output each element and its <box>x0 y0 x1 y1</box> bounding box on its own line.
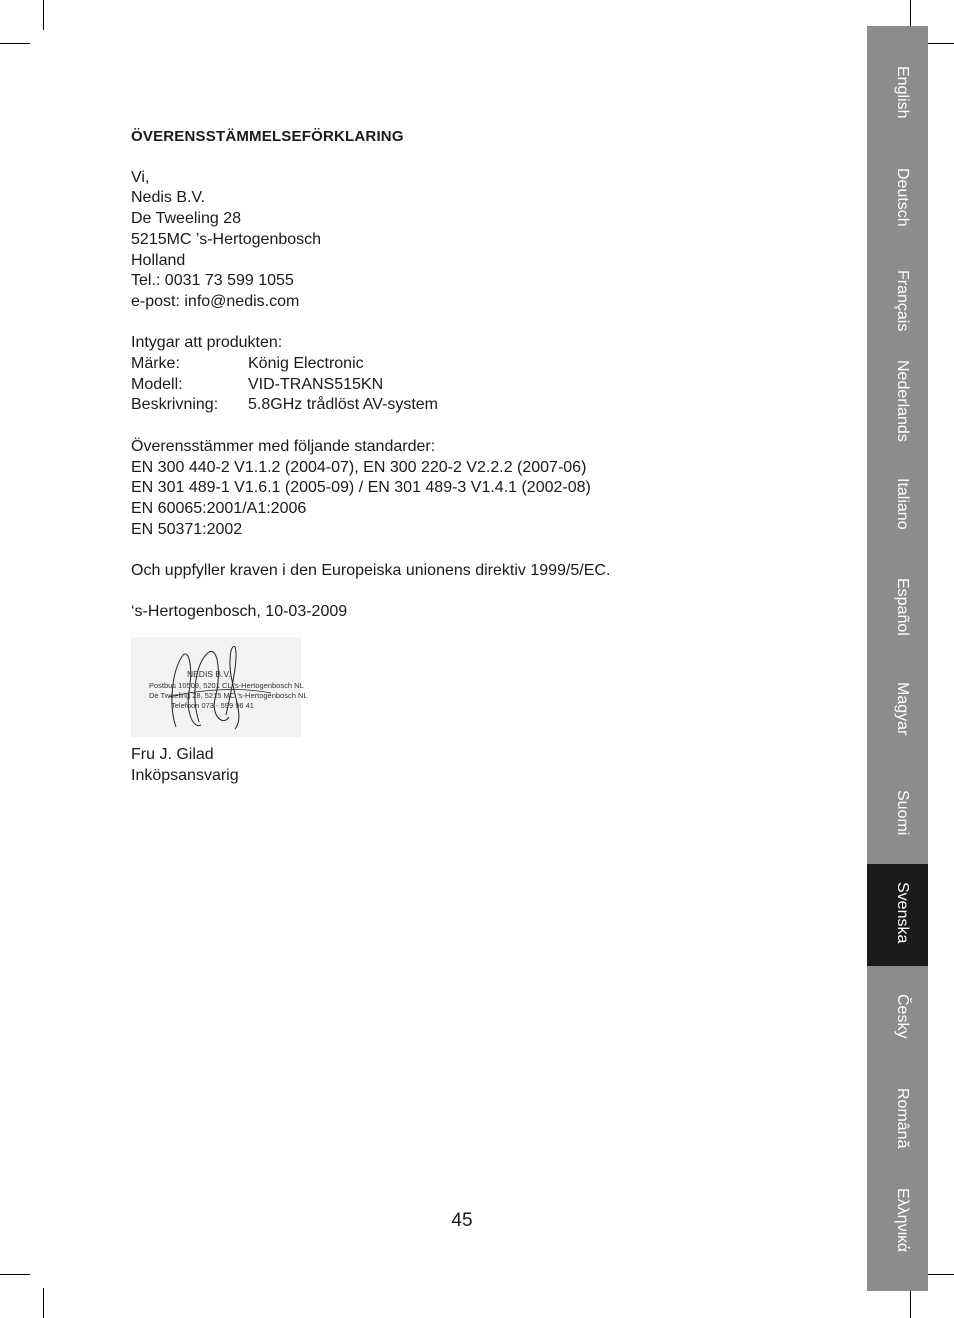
address-line: Holland <box>131 251 186 269</box>
crop-mark <box>924 43 954 44</box>
language-tab-magyar[interactable] <box>867 642 928 744</box>
signatory-title: Inköpsansvarig <box>131 766 239 784</box>
address-line: De Tweeling 28 <box>131 210 241 228</box>
spec-value: König Electronic <box>248 355 364 372</box>
standards-list <box>131 437 831 541</box>
crop-mark <box>0 43 30 44</box>
language-tab-label: Svenska <box>894 882 911 944</box>
crop-mark <box>924 1274 954 1275</box>
stamp-line: Postbus 10509, 5201 CL ’s-Hertogenbosch NL <box>149 681 304 691</box>
language-tab-nederlands[interactable] <box>867 320 928 442</box>
language-tab-label: Magyar <box>894 682 911 736</box>
document-heading: ÖVERENSSTÄMMELSEFÖRKLARING <box>131 128 404 145</box>
language-tab-label: Italiano <box>894 478 911 530</box>
language-tab-label: Česky <box>894 994 911 1039</box>
language-tab-label: Ελληνικά <box>894 1188 911 1253</box>
language-tab-label: Français <box>894 270 911 332</box>
place-date: ‘s-Hertogenbosch, 10-03-2009 <box>131 603 348 621</box>
company-address <box>131 168 831 313</box>
spec-label: Modell: <box>131 375 183 393</box>
product-specs <box>131 333 831 416</box>
language-tab-cesky[interactable] <box>867 954 928 1056</box>
language-tab-ellinika[interactable] <box>867 1148 928 1253</box>
address-line: Tel.: 0031 73 599 1055 <box>131 272 294 290</box>
spec-row <box>131 395 831 416</box>
standard-item: EN 60065:2001/A1:2006 <box>131 499 307 517</box>
spec-row <box>131 354 831 375</box>
language-tab-label: Nederlands <box>894 360 911 442</box>
language-tab-label: English <box>894 66 911 119</box>
address-line: 5215MC ’s-Hertogenbosch <box>131 230 322 248</box>
declaration-document <box>131 127 831 787</box>
spec-label: Beskrivning: <box>131 396 219 414</box>
spec-label: Märke: <box>131 355 180 372</box>
language-tab-label: Español <box>894 578 911 636</box>
stamp-line: Telefoon 073 - 599 96 41 <box>171 701 254 711</box>
standards-intro: Överensstämmer med följande standarder: <box>131 437 436 455</box>
address-line: Vi, <box>131 168 150 186</box>
standard-item: EN 300 440-2 V1.1.2 (2004-07), EN 300 220-2 V2.2.2 (2007-06) <box>131 458 587 476</box>
language-tab-label: Deutsch <box>894 168 911 227</box>
address-line: e-post: info@nedis.com <box>131 292 300 310</box>
standard-item: EN 301 489-1 V1.6.1 (2005-09) / EN 301 489-3 V1.4.1 (2002-08) <box>131 479 591 497</box>
language-tab-svenska[interactable] <box>867 864 928 966</box>
spec-value: VID-TRANS515KN <box>248 375 384 393</box>
language-tab-deutsch[interactable] <box>867 128 928 230</box>
signatory-name: Fru J. Gilad <box>131 746 214 764</box>
standard-item: EN 50371:2002 <box>131 520 243 538</box>
language-tab-italiano[interactable] <box>867 438 928 540</box>
page-number: 45 <box>451 1210 473 1231</box>
crop-mark <box>910 1288 911 1318</box>
address-line: Nedis B.V. <box>131 189 206 207</box>
language-tab-espanol[interactable] <box>867 538 928 640</box>
crop-mark <box>43 0 44 30</box>
language-tab-suomi[interactable] <box>867 750 928 852</box>
directive-statement: Och uppfyller kraven i den Europeiska unionens direktiv 1999/5/EC. <box>131 562 611 579</box>
language-tab-bar <box>867 26 928 1291</box>
crop-mark <box>43 1288 44 1318</box>
language-tab-english[interactable] <box>867 26 928 128</box>
stamp-company: NEDIS B.V. <box>187 669 231 680</box>
product-intro: Intygar att produkten: <box>131 334 283 352</box>
spec-value: 5.8GHz trådlöst AV-system <box>248 396 438 414</box>
signature-stamp <box>131 637 308 737</box>
language-tab-label: Română <box>894 1088 911 1149</box>
language-tab-francais[interactable] <box>867 230 928 332</box>
language-tab-label: Suomi <box>894 790 911 836</box>
crop-mark <box>0 1274 30 1275</box>
spec-row <box>131 375 831 396</box>
stamp-line: De Tweeling 28, 5215 MC ’s-Hertogenbosch NL <box>149 691 308 701</box>
language-tab-romana[interactable] <box>867 1048 928 1150</box>
